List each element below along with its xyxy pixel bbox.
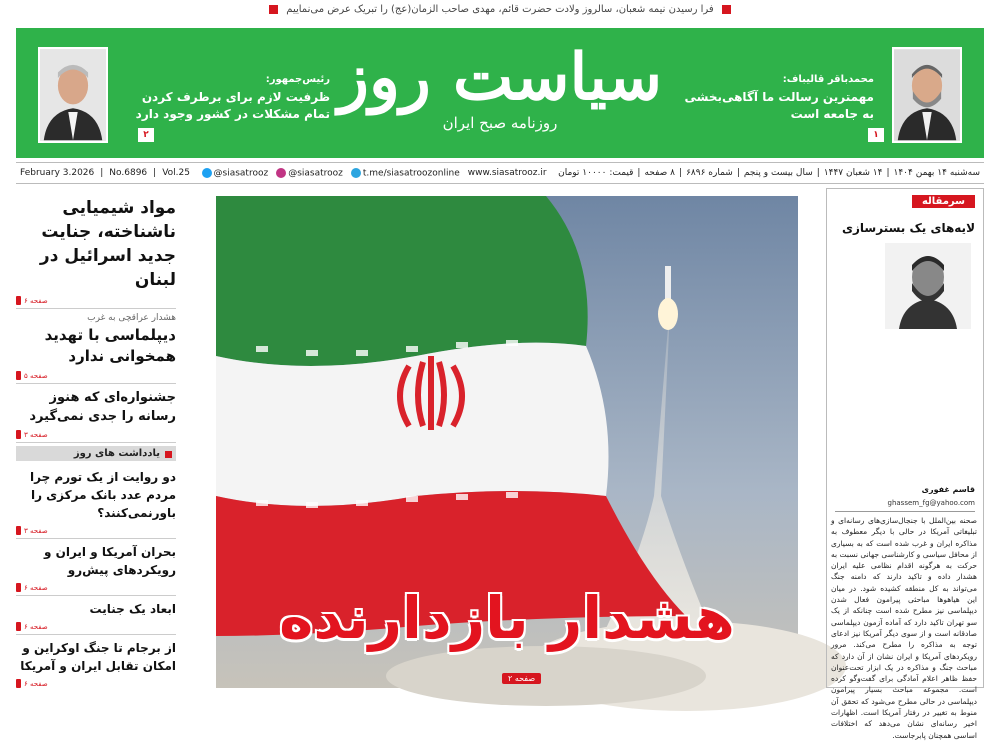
note-headline: بحران آمریکا و ایران و رویکردهای پیش‌رو xyxy=(43,545,176,577)
note-headline: ابعاد یک جنایت xyxy=(89,602,176,616)
masthead xyxy=(16,28,984,158)
logo-subtitle: روزنامه صبح ایران xyxy=(442,114,558,132)
page-marker-icon xyxy=(16,430,21,439)
portrait-president xyxy=(38,47,108,143)
date-persian: سه‌شنبه ۱۴ بهمن ۱۴۰۴ xyxy=(893,168,980,178)
quote-speaker: رئیس‌جمهور: xyxy=(265,74,330,85)
telegram-icon xyxy=(351,168,361,178)
page-marker-icon xyxy=(16,371,21,380)
page-reference: صفحه ۶ xyxy=(16,622,48,631)
editorial-title: لایه‌های یک بسترسازی xyxy=(842,221,975,235)
page-reference: صفحه ۵ xyxy=(16,371,48,380)
note-block[interactable] xyxy=(16,539,176,596)
quote-speaker: محمدباقر قالیباف: xyxy=(782,74,874,85)
story-headline: جشنواره‌ای که هنوز رسانه را جدی نمی‌گیرد xyxy=(29,390,176,424)
page-reference: صفحه ۳ xyxy=(16,526,48,535)
social-link[interactable]: t.me/siasatroozonline xyxy=(351,168,460,179)
logo-title: سیاست روز xyxy=(338,40,662,115)
author-photo xyxy=(885,243,971,329)
portrait-photo-icon xyxy=(40,49,106,141)
top-announcement xyxy=(0,4,1000,22)
page-marker-icon xyxy=(16,583,21,592)
author-portrait-icon xyxy=(885,243,971,329)
issue-number: شماره ۶۸۹۶ xyxy=(686,168,733,178)
announcement-text: فرا رسیدن نیمه شعبان، سالروز ولادت حضرت قائم، مهدی صاحب الزمان(عج) را تبریک عرض می‌نماییم xyxy=(286,4,714,15)
divider xyxy=(835,511,975,512)
quote-text: ظرفیت لازم برای برطرف کردن تمام مشکلات در کشور وجود دارد xyxy=(135,90,330,121)
issue-details-en: February 3.2026 | No.6896 | Vol.25 xyxy=(20,168,190,178)
page-reference: صفحه ۶ xyxy=(16,679,48,688)
instagram-icon xyxy=(276,168,286,178)
page-reference: صفحه ۲ xyxy=(502,673,541,684)
page-badge: ۱ xyxy=(868,128,884,142)
page-reference: صفحه ۳ xyxy=(16,430,48,439)
social-link[interactable]: @siasatrooz xyxy=(276,168,343,179)
section-label: یادداشت های روز xyxy=(16,446,176,461)
editorial-body: صحنه بین‌الملل با جنجال‌سازی‌های رسانه‌ای و تبلیغاتی آمریکا در حالی با دیگر معطوف به مذاکره ایران و غرب شده است که به بسیاری از محافل سیاسی و کارشناسی جهانی نسبت به حرکت به هرگونه اقدام نظامی علیه ایران هشدار داده و تاکید دارند که دامنه جنگ می‌تواند به کل منطقه کشیده شود. در میان این هیاهوها مباحثی پیرامون فعال شدن دیپلماسی نیز مطرح شده است چنانکه از یک سو تهران تاکید دارد که آماده آزمون دیپلماسی صادقانه است و از سوی دیگر آمریکا نیز ادعای توجه به مذاکره را مطرح می‌کند. مرور رویکردهای آمریکا و ایران نشان از آن دارد که مباحث جنگ و مذاکره در یک ابزار تحت‌عنوان حفظ ظاهر اعلام آمادگی برای گفت‌وگو کرده است. مجموعه مباحث بسیار پیرامون دیپلماسی در حالی مطرح می‌شود که تحقق آن منوط به تغییر در رفتار آمریکا است. اظهارات اخیر رسانه‌ای نشان می‌دهد که اختلافات اساسی همچنان پابرجاست. xyxy=(831,516,977,740)
note-block[interactable] xyxy=(16,635,176,691)
issue-details: سه‌شنبه ۱۴ بهمن ۱۴۰۴ | ۱۴ شعبان ۱۴۴۷ | سال بیست و پنجم | شماره ۶۸۹۶ | ۸ صفحه | قیمت: ۱۰۰۰۰ تومان xyxy=(558,168,980,178)
story-block[interactable] xyxy=(16,384,176,443)
story-block[interactable] xyxy=(16,192,176,309)
portrait-ghalibaf xyxy=(892,47,962,143)
story-kicker: هشدار عراقچی به غرب xyxy=(87,313,176,323)
main-headline: هشدار بازدارنده xyxy=(279,584,735,652)
page-count: ۸ صفحه xyxy=(644,168,676,178)
newspaper-logo xyxy=(316,30,684,158)
telegram-icon xyxy=(202,168,212,178)
page-badge: ۲ xyxy=(138,128,154,142)
page-reference: صفحه ۶ xyxy=(16,583,48,592)
author-name: قاسم غفوری xyxy=(921,485,975,494)
website-link[interactable]: www.siasatrooz.ir xyxy=(467,168,547,178)
note-block[interactable] xyxy=(16,464,176,539)
page-reference: صفحه ۶ xyxy=(16,296,48,305)
page-marker-icon xyxy=(16,296,21,305)
red-square-icon xyxy=(269,5,278,14)
social-links xyxy=(202,168,547,179)
year-label: سال بیست و پنجم xyxy=(743,168,813,178)
red-square-icon xyxy=(722,5,731,14)
issue-info-bar xyxy=(16,162,984,184)
story-headline: مواد شیمیایی ناشناخته، جنایت جدید اسرائیل در لبنان xyxy=(39,198,176,290)
volume-en: Vol.25 xyxy=(162,168,190,178)
date-english: February 3.2026 xyxy=(20,168,95,178)
quote-president[interactable] xyxy=(130,74,330,123)
price: قیمت: ۱۰۰۰۰ تومان xyxy=(558,168,634,178)
page-marker-icon xyxy=(16,622,21,631)
date-hijri: ۱۴ شعبان ۱۴۴۷ xyxy=(823,168,883,178)
editorial-column[interactable] xyxy=(826,188,984,740)
issue-number-en: No.6896 xyxy=(109,168,148,178)
note-headline: از برجام تا جنگ اوکراین و امکان تقابل ایران و آمریکا xyxy=(20,641,176,673)
page-marker-icon xyxy=(16,526,21,535)
quote-text: مهمترین رسالت ما آگاهی‌بخشی به جامعه است xyxy=(684,90,874,121)
note-headline: دو روایت از یک تورم چرا مردم عدد بانک مرکزی را باورنمی‌کنند؟ xyxy=(30,470,176,520)
left-column xyxy=(16,192,176,686)
quote-ghalibaf[interactable] xyxy=(674,74,874,123)
social-link[interactable]: @siasatrooz xyxy=(202,168,269,179)
story-headline: دیپلماسی با تهدید همخوانی ندارد xyxy=(44,326,176,365)
page-marker-icon xyxy=(16,679,21,688)
editorial-label: سرمقاله xyxy=(912,195,975,208)
main-photo[interactable] xyxy=(216,196,798,688)
story-block[interactable] xyxy=(16,309,176,384)
portrait-photo-icon xyxy=(894,49,960,141)
note-block[interactable] xyxy=(16,596,176,635)
author-email[interactable]: ghassem_fg@yahoo.com xyxy=(887,499,975,507)
